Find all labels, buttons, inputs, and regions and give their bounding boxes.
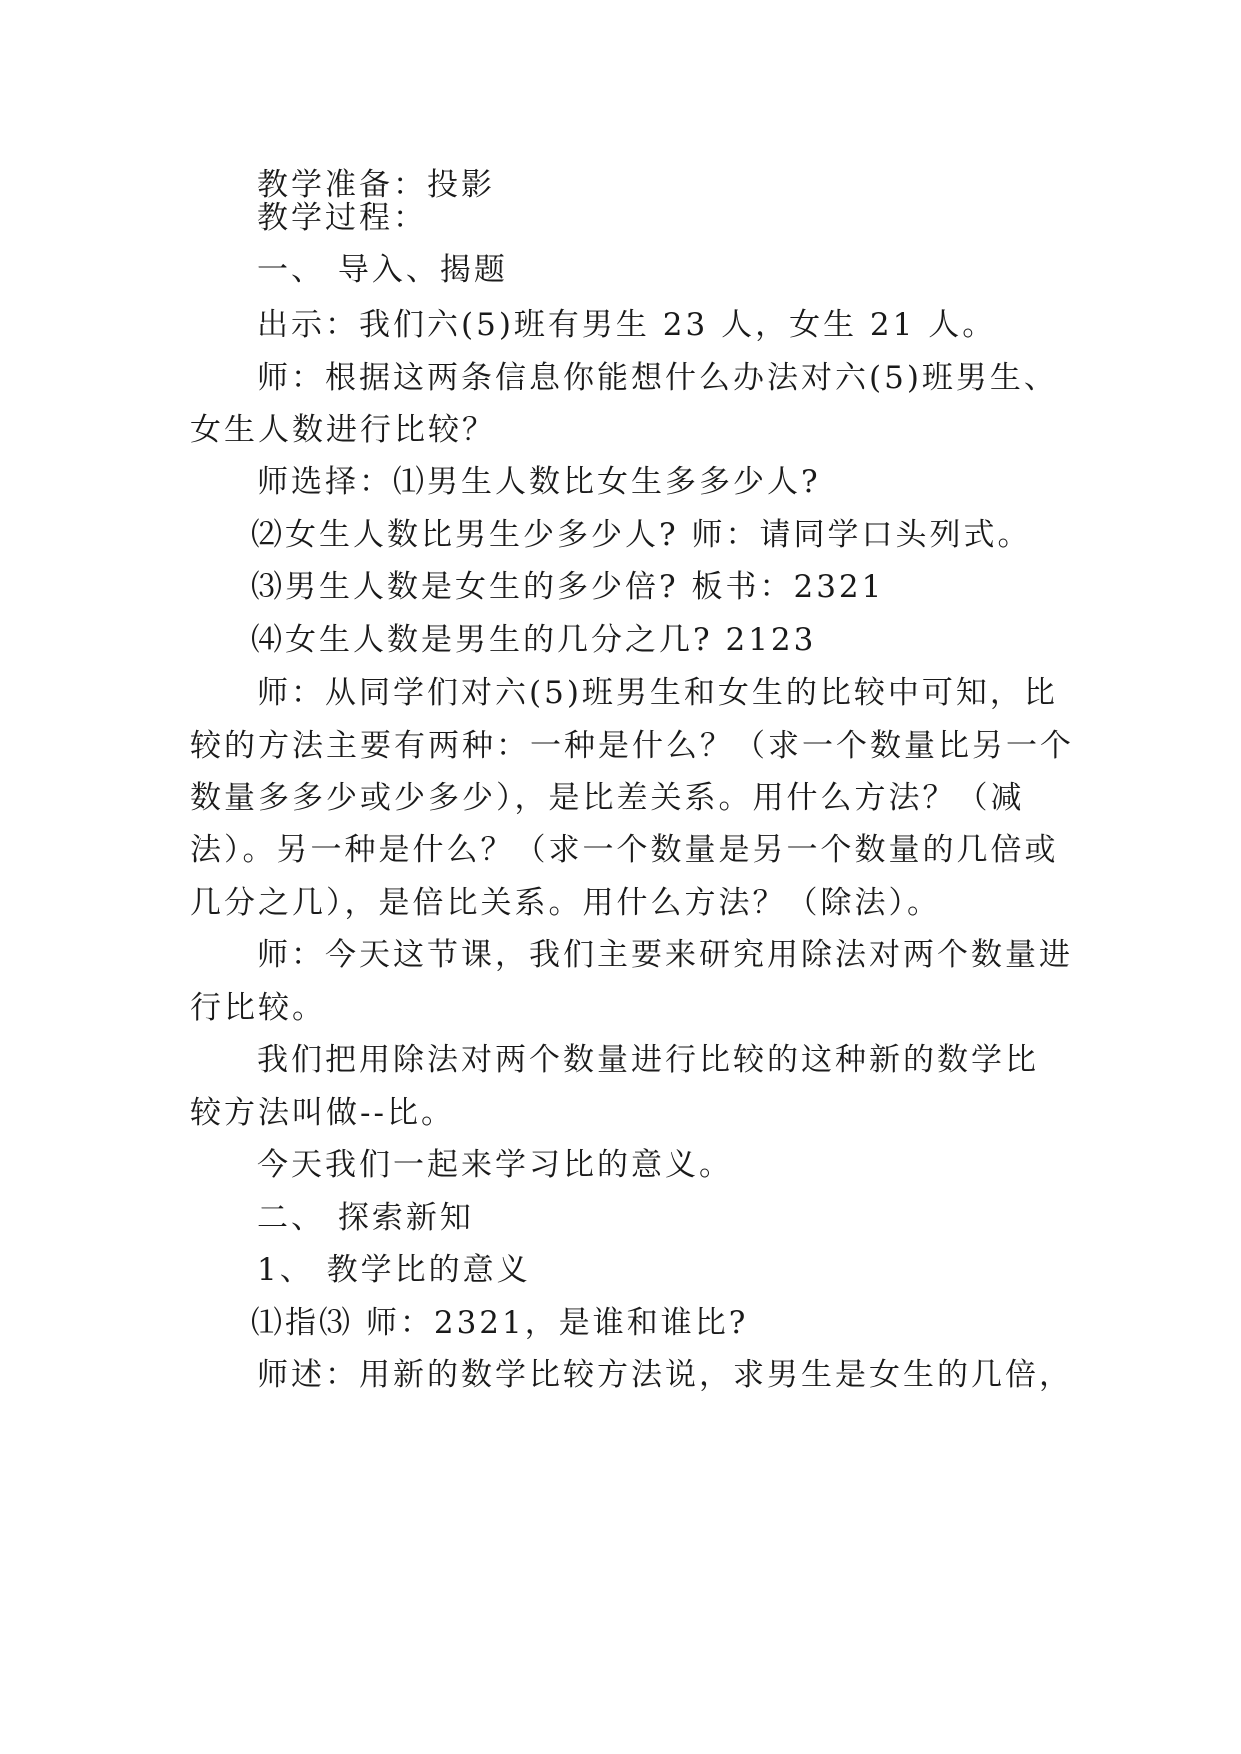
text-line: 师：从同学们对六(5)班男生和女生的比较中可知，比 xyxy=(257,675,1058,711)
text-line: 行比较。 xyxy=(190,990,326,1026)
text-line: 女生人数进行比较？ xyxy=(190,412,496,448)
text-line: ⑷女生人数是男生的几分之几? 2123 xyxy=(251,622,817,658)
text-line: ⑶男生人数是女生的多少倍? 板书：2321 xyxy=(251,569,885,605)
text-line: 师选择：⑴男生人数比女生多多少人? xyxy=(257,464,821,500)
section-heading: 二、 探索新知 xyxy=(257,1200,474,1236)
text-line: 师述：用新的数学比较方法说，求男生是女生的几倍， xyxy=(257,1357,1073,1393)
text-line: 我们把用除法对两个数量进行比较的这种新的数学比 xyxy=(257,1042,1039,1078)
section-heading: 一、 导入、揭题 xyxy=(257,252,508,288)
text-line: 师：根据这两条信息你能想什么办法对六(5)班男生、 xyxy=(257,360,1058,396)
text-line: 师：今天这节课，我们主要来研究用除法对两个数量进 xyxy=(257,937,1073,973)
text-line: 出示：我们六(5)班有男生 23 人，女生 21 人。 xyxy=(257,307,997,343)
text-line: 教学过程： xyxy=(257,200,427,236)
text-line: 法）。另一种是什么？（求一个数量是另一个数量的几倍或 xyxy=(190,832,1059,868)
text-line: 较方法叫做--比。 xyxy=(190,1095,455,1131)
text-line: ⑵女生人数比男生少多少人? 师：请同学口头列式。 xyxy=(251,517,1032,553)
text-line: 较的方法主要有两种：一种是什么？（求一个数量比另一个 xyxy=(190,728,1074,764)
text-line: 今天我们一起来学习比的意义。 xyxy=(257,1147,733,1183)
text-line: 几分之几），是倍比关系。用什么方法？（除法）。 xyxy=(190,885,941,921)
subsection-heading: 1、 教学比的意义 xyxy=(257,1252,531,1288)
text-line: 数量多多少或少多少），是比差关系。用什么方法？（减 xyxy=(190,780,1025,816)
text-line: 教学准备：投影 xyxy=(257,167,495,203)
text-line: ⑴指⑶ 师：2321，是谁和谁比? xyxy=(251,1305,749,1341)
